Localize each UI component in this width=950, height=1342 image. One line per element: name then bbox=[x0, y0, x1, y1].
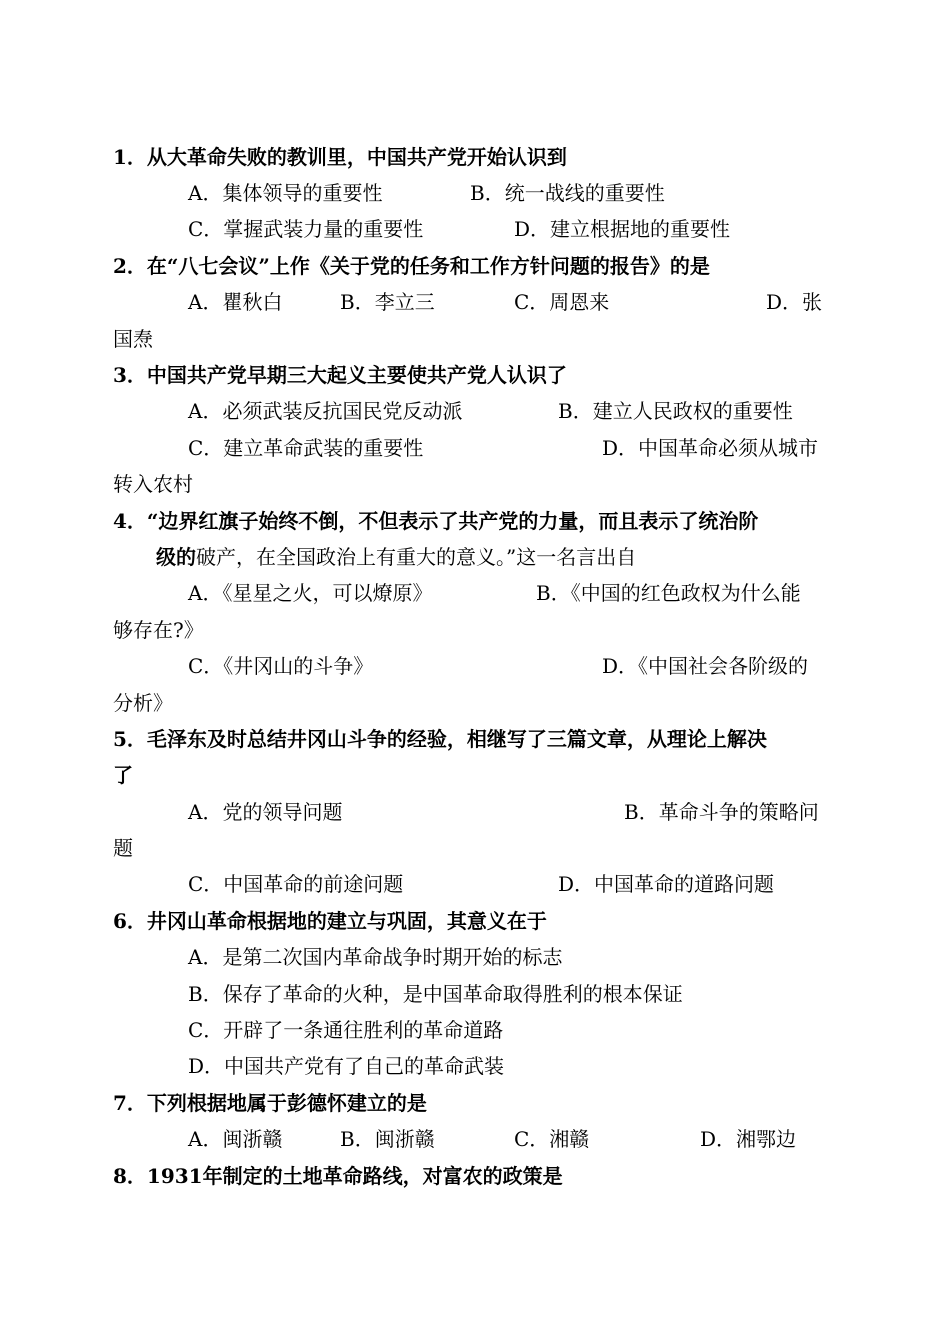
question-3-options-row-1 bbox=[0, 394, 950, 428]
option-b: B．《中国的红色政权为什么能 bbox=[536, 581, 801, 605]
question-6-stem: 6．井冈山革命根据地的建立与巩固，其意义在于 bbox=[113, 909, 547, 933]
question-3-options-row-2 bbox=[0, 431, 950, 465]
option-b: B．李立三 bbox=[340, 290, 435, 314]
question-3-stem: 3．中国共产党早期三大起义主要使共产党人认识了 bbox=[113, 363, 567, 387]
option-d: D．张 bbox=[766, 290, 823, 314]
option-b: B．革命斗争的策略问 bbox=[624, 800, 819, 824]
question-3-wrap: 转入农村 bbox=[113, 472, 193, 496]
question-2-stem: 2．在“八七会议”上作《关于党的任务和工作方针问题的报告》的是 bbox=[113, 254, 710, 278]
question-6-option-a: A．是第二次国内革命战争时期开始的标志 bbox=[188, 945, 563, 969]
option-b: B．闽浙赣 bbox=[340, 1127, 435, 1151]
question-2-wrap: 国焘 bbox=[113, 327, 153, 351]
option-a: A．集体领导的重要性 bbox=[188, 181, 383, 205]
option-a: A．党的领导问题 bbox=[188, 800, 343, 824]
option-c: C．建立革命武装的重要性 bbox=[188, 436, 424, 460]
option-a: A．闽浙赣 bbox=[188, 1127, 283, 1151]
question-4-stem-cont: 级的 破产，在全国政治上有重大的意义。”这一名言出自 bbox=[156, 545, 637, 569]
question-1-stem: 1．从大革命失败的教训里，中国共产党开始认识到 bbox=[113, 145, 567, 169]
question-8-stem: 8．1931年制定的土地革命路线，对富农的政策是 bbox=[113, 1164, 563, 1188]
option-a: A．瞿秋白 bbox=[188, 290, 283, 314]
option-c: C．中国革命的前途问题 bbox=[188, 872, 404, 896]
question-4-wrap-1: 够存在?》 bbox=[113, 618, 204, 642]
question-5-stem: 5．毛泽东及时总结井冈山斗争的经验，相继写了三篇文章，从理论上解决 bbox=[113, 727, 767, 751]
question-4-stem: 4．“边界红旗子始终不倒，不但表示了共产党的力量，而且表示了统治阶 bbox=[113, 509, 759, 533]
question-7-options-row bbox=[0, 1122, 950, 1156]
question-7-stem: 7．下列根据地属于彭德怀建立的是 bbox=[113, 1091, 427, 1115]
question-4-wrap-2: 分析》 bbox=[113, 691, 173, 715]
question-1-options-row-1 bbox=[0, 176, 950, 210]
question-6-option-d: D．中国共产党有了自己的革命武装 bbox=[188, 1054, 505, 1078]
option-a: A．必须武装反抗国民党反动派 bbox=[188, 399, 463, 423]
question-4-options-row-2 bbox=[0, 649, 950, 683]
option-c: C．周恩来 bbox=[514, 290, 610, 314]
question-5-options-row-1 bbox=[0, 795, 950, 829]
option-a: A．《星星之火，可以燎原》 bbox=[188, 581, 433, 605]
option-c: C．《井冈山的斗争》 bbox=[188, 654, 374, 678]
option-d: D．中国革命的道路问题 bbox=[558, 872, 775, 896]
question-4-options-row-1 bbox=[0, 576, 950, 610]
option-d: D．中国革命必须从城市 bbox=[602, 436, 819, 460]
question-1-options-row-2 bbox=[0, 212, 950, 246]
question-5-stem-wrap: 了 bbox=[113, 763, 133, 787]
question-6-option-c: C．开辟了一条通往胜利的革命道路 bbox=[188, 1018, 504, 1042]
question-6-option-b: B．保存了革命的火种，是中国革命取得胜利的根本保证 bbox=[188, 982, 683, 1006]
option-d: D．湘鄂边 bbox=[700, 1127, 797, 1151]
option-c: C．湘赣 bbox=[514, 1127, 590, 1151]
question-5-options-row-2 bbox=[0, 867, 950, 901]
option-d: D．建立根据地的重要性 bbox=[514, 217, 731, 241]
question-2-options-row bbox=[0, 285, 950, 319]
question-5-wrap: 题 bbox=[113, 836, 133, 860]
option-b: B．建立人民政权的重要性 bbox=[558, 399, 793, 423]
option-b: B．统一战线的重要性 bbox=[470, 181, 665, 205]
option-d: D．《中国社会各阶级的 bbox=[602, 654, 809, 678]
option-c: C．掌握武装力量的重要性 bbox=[188, 217, 424, 241]
